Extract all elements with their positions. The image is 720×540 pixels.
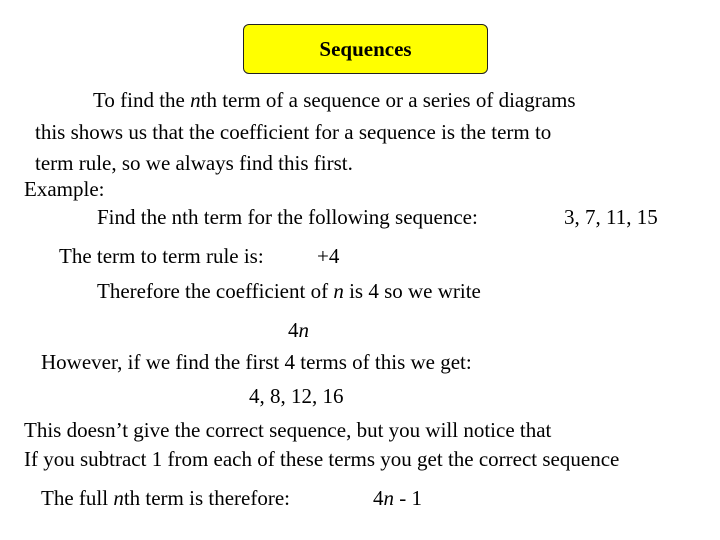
- coefficient-line: [97, 279, 481, 303]
- example-sequence: 3, 7, 11, 15: [564, 205, 658, 229]
- final-text: th term is therefore:: [123, 486, 290, 510]
- page-title: Sequences: [319, 36, 412, 61]
- first-terms-values: 4, 8, 12, 16: [249, 384, 344, 408]
- coefficient-number: 4: [288, 318, 299, 342]
- coefficient-number: 4: [373, 486, 384, 510]
- rule-value: +4: [317, 244, 340, 268]
- example-label: Example:: [24, 177, 105, 201]
- n-variable: n: [298, 318, 309, 342]
- example-prompt: Find the nth term for the following sequence:: [97, 205, 478, 229]
- conclusion-line-1: This doesn’t give the correct sequence, but you will notice that: [24, 418, 552, 442]
- constant-term: - 1: [394, 486, 422, 510]
- final-label: [41, 486, 290, 510]
- intro-line-3: term rule, so we always find this first.: [35, 151, 353, 175]
- n-variable: n: [383, 486, 394, 510]
- n-variable: n: [113, 486, 124, 510]
- final-expression: [373, 486, 422, 510]
- coefficient-text: is 4 so we write: [343, 279, 481, 303]
- title-box: [243, 24, 488, 74]
- final-text: The full: [41, 486, 114, 510]
- expression-4n: [288, 318, 309, 342]
- intro-line-1: [93, 88, 576, 112]
- first-terms-label: However, if we find the first 4 terms of this we get:: [41, 350, 472, 374]
- intro-text: To find the: [93, 88, 191, 112]
- n-variable: n: [333, 279, 344, 303]
- intro-text: th term of a sequence or a series of diagrams: [200, 88, 576, 112]
- n-variable: n: [190, 88, 201, 112]
- coefficient-text: Therefore the coefficient of: [97, 279, 334, 303]
- conclusion-line-2: If you subtract 1 from each of these terms you get the correct sequence: [24, 447, 620, 471]
- rule-label: The term to term rule is:: [59, 244, 264, 268]
- intro-line-2: this shows us that the coefficient for a sequence is the term to: [35, 120, 552, 144]
